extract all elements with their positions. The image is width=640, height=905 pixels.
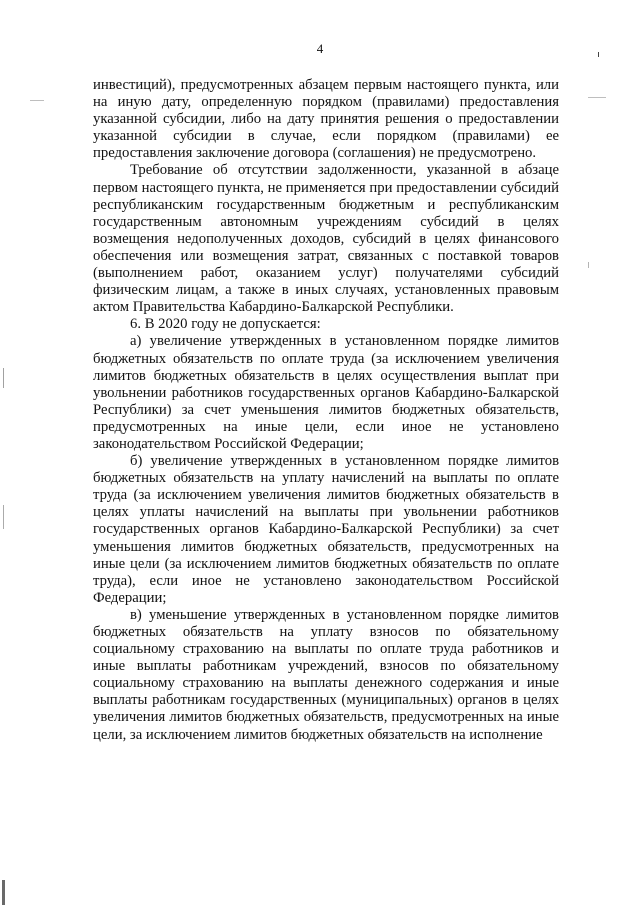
paragraph: Требование об отсутствии задолженности, указанной в абзаце первом настоящего пункта, не применяется при предоставлении субсидий республиканским государственным бюджетным и республиканским государственным автономным учреждениям субсидий в целях возмещения недополученных доходов, субсидий в целях финансового обеспечения или возмещения затрат, связанных с поставкой товаров (выполнением работ, оказанием услуг) получателями субсидий физическим лицам, а также в иных случаях, установленных правовым актом Правительства Кабардино-Балкарской Республики. xyxy=(93,162,559,316)
page-number: 4 xyxy=(316,41,324,56)
scan-artifact xyxy=(588,97,606,98)
paragraph: инвестиций), предусмотренных абзацем первым настоящего пункта, или на иную дату, определенную порядком (правилами) предоставления указанной субсидии, либо на дату принятия решения о предоставлении указанной субсидии в случае, если порядком (правилами) ее предоставления заключение договора (соглашения) не предусмотрено. xyxy=(93,77,559,162)
paragraph: 6. В 2020 году не допускается: xyxy=(130,316,321,333)
scan-artifact xyxy=(588,262,589,268)
scan-artifact xyxy=(30,100,44,101)
scan-artifact xyxy=(2,880,5,905)
scan-artifact xyxy=(3,368,4,388)
paragraph: а) увеличение утвержденных в установленном порядке лимитов бюджетных обязательств по оплате труда (за исключением увеличения лимитов бюджетных обязательств в целях осуществления выплат при увольнении работников государственных органов Кабардино-Балкарской Республики) за счет уменьшения лимитов бюджетных обязательств, предусмотренных на иные цели, если иное не установлено законодательством Российской Федерации; xyxy=(93,333,559,452)
paragraph: в) уменьшение утвержденных в установленном порядке лимитов бюджетных обязательств на уплату взносов по обязательному социальному страхованию на выплаты по оплате труда работников и иные выплаты работникам учреждений, взносов по обязательному социальному страхованию на выплаты денежного содержания и иные выплаты работникам государственных (муниципальных) органов в целях увеличения лимитов бюджетных обязательств, предусмотренных на иные цели, за исключением лимитов бюджетных обязательств на исполнение xyxy=(93,606,559,743)
paragraph: б) увеличение утвержденных в установленном порядке лимитов бюджетных обязательств на уплату начислений на выплаты по оплате труда (за исключением увеличения лимитов бюджетных обязательств в целях уплаты начислений на выплаты при увольнении работников государственных органов Кабардино-Балкарской Республики) за счет уменьшения лимитов бюджетных обязательств, предусмотренных на иные цели (за исключением лимитов бюджетных обязательств по оплате труда), если иное не установлено законодательством Российской Федерации; xyxy=(93,453,559,606)
document-body xyxy=(93,77,559,744)
scan-artifact xyxy=(598,52,599,57)
scan-artifact xyxy=(3,505,4,529)
